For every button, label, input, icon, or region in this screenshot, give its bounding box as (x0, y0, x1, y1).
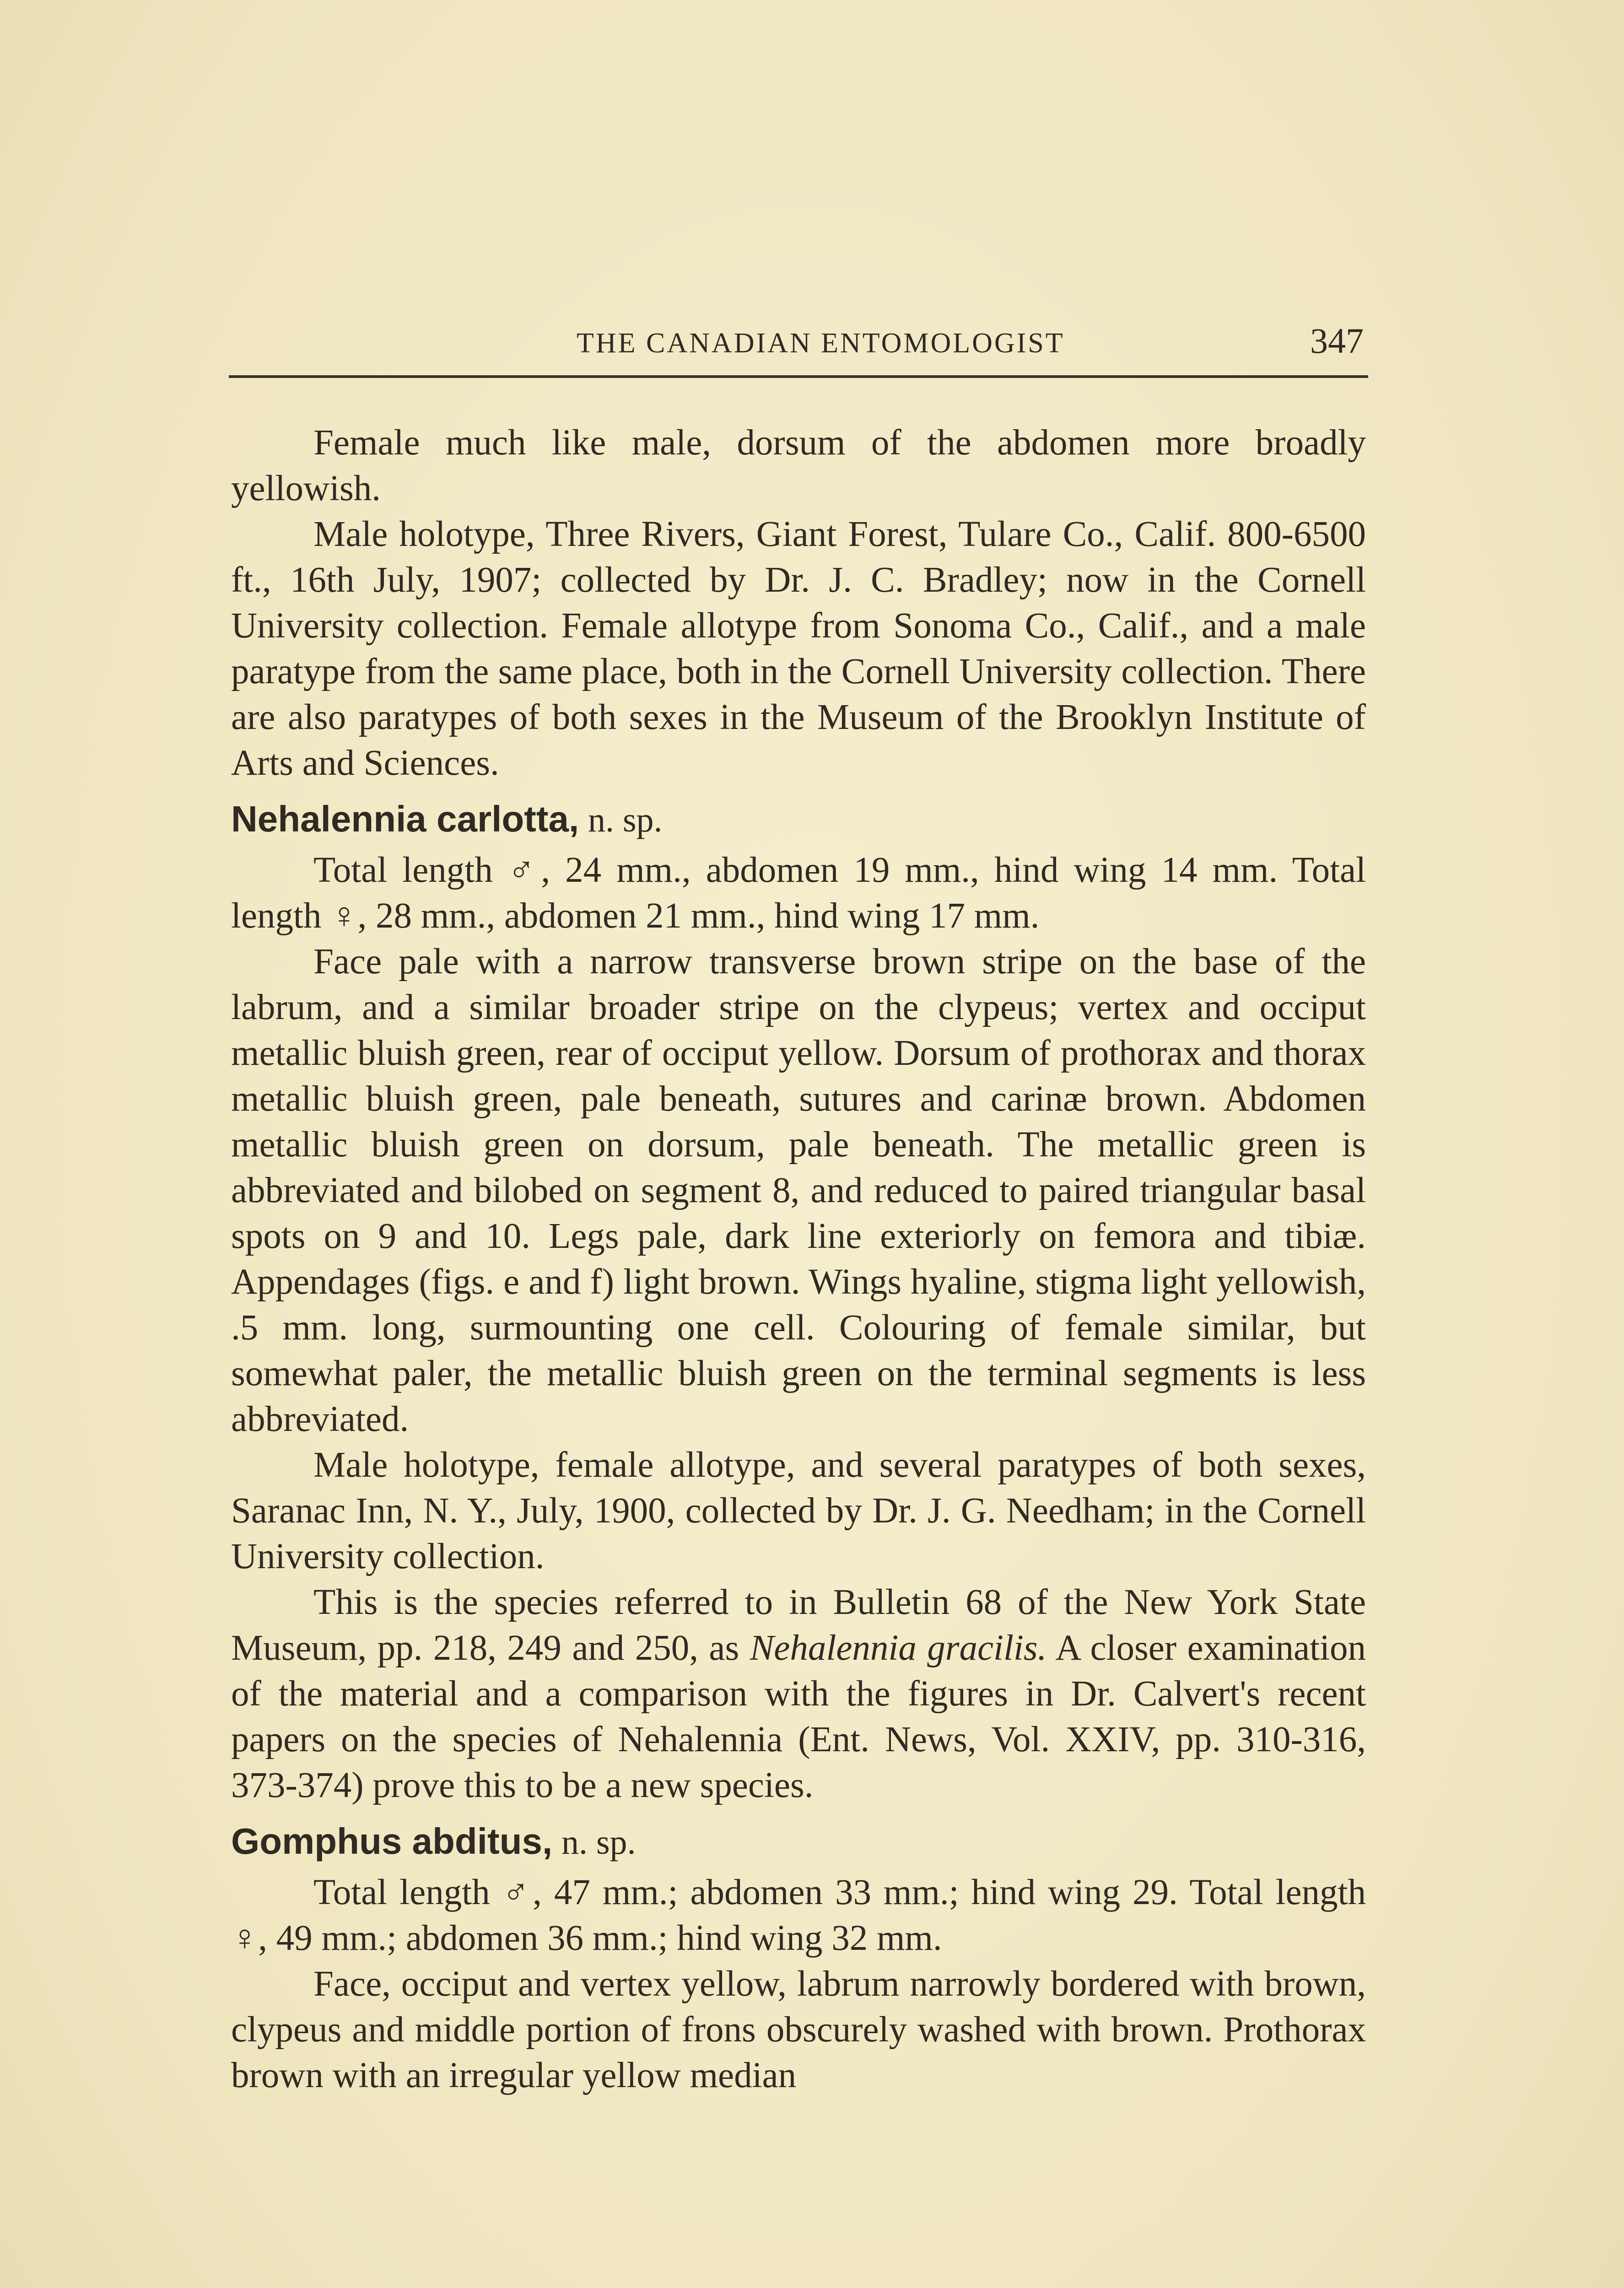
paragraph-measurements: Total length ♂, 47 mm.; abdomen 33 mm.; hind wing 29. Total length ♀, 49 mm.; abdomen 36 mm.; hind wing 32 mm. (231, 1872, 1366, 1958)
paragraph-female-description: Female much like male, dorsum of the abdomen more broadly yellowish. (231, 423, 1366, 508)
paragraph-remarks (231, 1580, 1366, 1808)
species-tag: n. sp. (588, 801, 663, 839)
species-name: Nehalennia carlotta, (231, 799, 579, 839)
remarks-text-start: This is the species referred to in Bulletin 68 of the New York State Museum, pp. 218, 249 and 250, as (231, 1582, 1366, 1668)
running-head: THE CANADIAN ENTOMOLOGIST (577, 328, 1065, 359)
paragraph-description: Face pale with a narrow transverse brown stripe on the base of the labrum, and a similar broader stripe on the clypeus; vertex and occiput metallic bluish green, rear of occiput yellow. Dorsum of prothorax and thorax metallic bluish green, pale beneath, sutures and carinæ brown. Abdomen metallic bluish green on dorsum, pale beneath. The metallic green is abbreviated and bilobed on segment 8, and reduced to paired triangular basal spots on 9 and 10. Legs pale, dark line exteriorly on femora and tibiæ. Appendages (figs. e and f) light brown. Wings hyaline, stigma light yellowish, .5 mm. long, surmounting one cell. Colouring of female similar, but somewhat paler, the metallic bluish green on the terminal segments is less abbreviated. (231, 942, 1366, 1439)
paragraph-type-material: Male holotype, female allotype, and several paratypes of both sexes, Saranac Inn, N. Y., July, 1900, collected by Dr. J. G. Needham; in the Cornell University collection. (231, 1445, 1366, 1576)
paragraph-measurements: Total length ♂, 24 mm., abdomen 19 mm., hind wing 14 mm. Total length ♀, 28 mm., abdomen 21 mm., hind wing 17 mm. (231, 850, 1366, 936)
species-name: Gomphus abditus, (231, 1821, 553, 1862)
remarks-text-end: A closer examination of the material and a comparison with the figures in Dr. Calvert's recent papers on the species of Nehalennia (Ent. News, Vol. XXIV, pp. 310-316, 373-374) prove this to be a new species. (231, 1628, 1366, 1805)
species-tag: n. sp. (561, 1823, 636, 1862)
paragraph-holotype-records: Male holotype, Three Rivers, Giant Forest, Tulare Co., Calif. 800-6500 ft., 16th July, 1907; collected by Dr. J. C. Bradley; now in the Cornell University collection. Female allotype from Sonoma Co., Calif., and a male paratype from the same place, both in the Cornell University collection. There are also paratypes of both sexes in the Museum of the Brooklyn Institute of Arts and Sciences. (231, 514, 1366, 783)
paragraph-description: Face, occiput and vertex yellow, labrum narrowly bordered with brown, clypeus and middle portion of frons obscurely washed with brown. Prothorax brown with an irregular yellow median (231, 1964, 1366, 2095)
remarks-italic-species: Nehalennia gracilis. (750, 1628, 1047, 1668)
species-heading-gomphus (231, 1819, 1366, 1865)
page-header (229, 320, 1368, 371)
page-number: 347 (1310, 321, 1364, 361)
species-heading-nehalennia (231, 796, 1366, 843)
article-body (231, 420, 1366, 2099)
header-rule (229, 375, 1368, 378)
